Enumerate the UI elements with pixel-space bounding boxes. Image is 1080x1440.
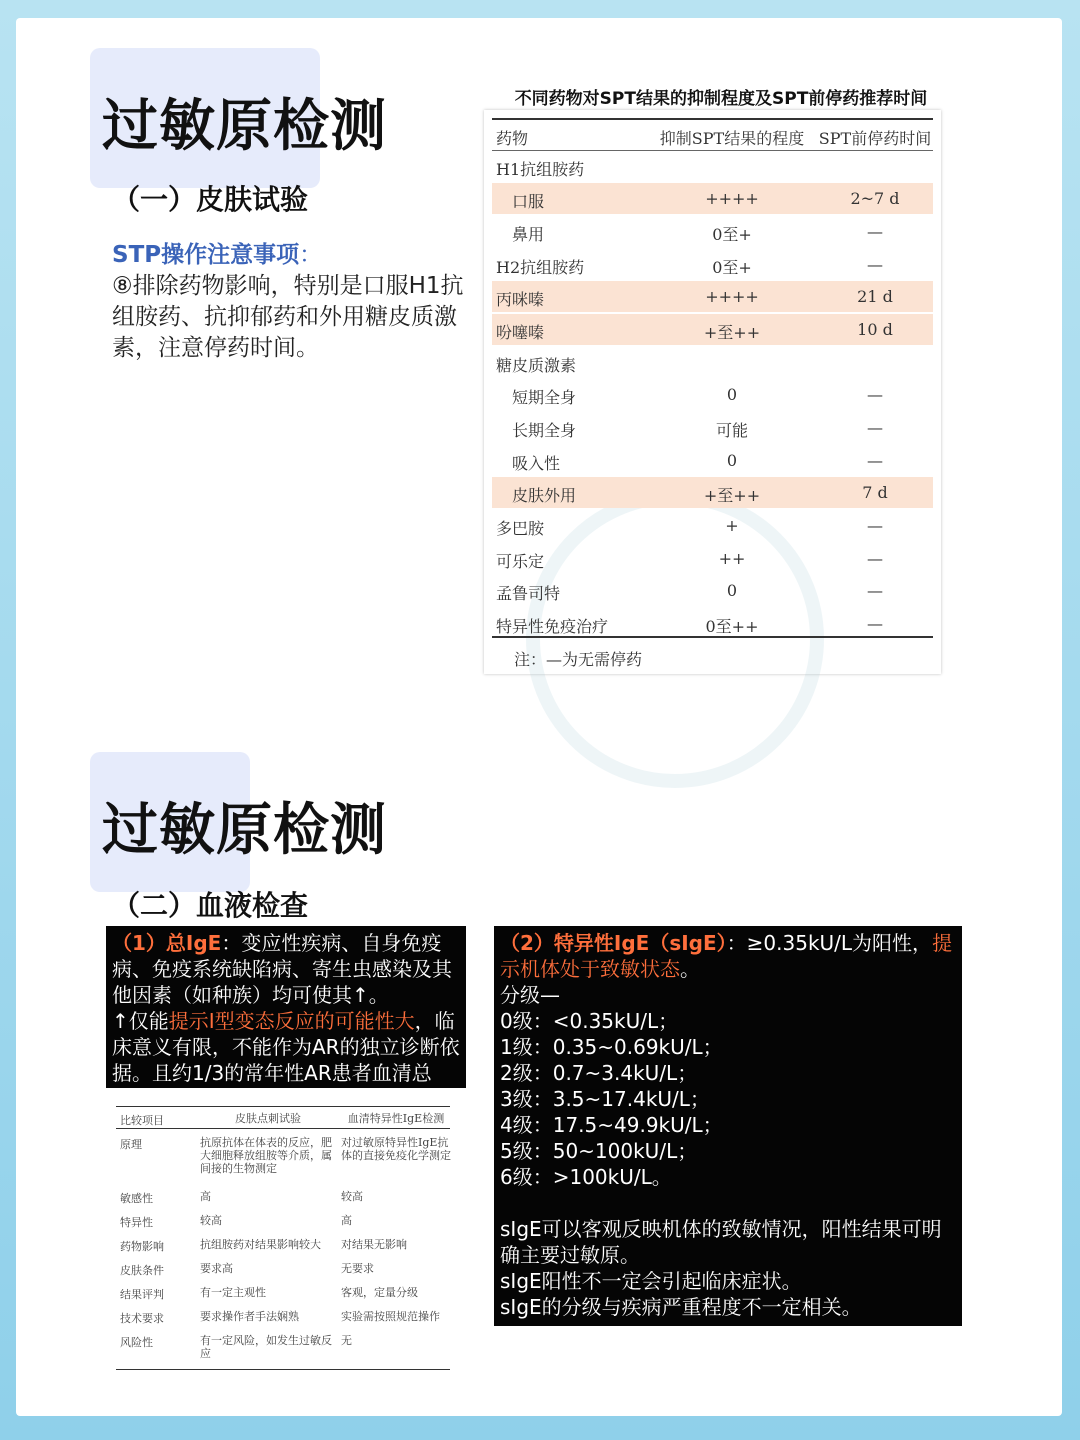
grade-5: 5级：50~100kU/L； xyxy=(500,1139,698,1163)
grade-0: 0级：<0.35kU/L； xyxy=(500,1009,679,1033)
cmp-ige: 较高 xyxy=(341,1190,363,1203)
table-row xyxy=(492,249,933,280)
cmp-ige: 实验需按照规范操作 xyxy=(341,1310,440,1323)
table-row xyxy=(492,477,933,508)
sige-intro xyxy=(500,930,956,982)
cmp-spt: 较高 xyxy=(200,1214,222,1227)
spt-table xyxy=(484,110,941,674)
cell-time: — xyxy=(867,222,883,241)
cell-degree: ++++ xyxy=(705,287,759,306)
cell-time: — xyxy=(867,614,883,633)
grading-title: 分级— xyxy=(500,983,560,1007)
cell-degree: 0至+ xyxy=(712,225,752,244)
cmp-bottom-rule xyxy=(116,1369,450,1370)
cell-degree: + xyxy=(725,516,739,535)
cmp-spt: 有一定主观性 xyxy=(200,1286,266,1299)
sige-highlight: 提示机体处于致敏状态 xyxy=(500,931,953,981)
cell-drug: H1抗组胺药 xyxy=(496,160,585,179)
cell-time: 7 d xyxy=(862,483,888,502)
spt-table-header xyxy=(492,118,933,151)
cmp-item: 药物影响 xyxy=(120,1240,164,1253)
cmp-ige: 对过敏原特异性IgE抗体的直接免疫化学测定 xyxy=(341,1136,451,1162)
cmp-ige: 无要求 xyxy=(341,1262,374,1275)
header-drug: 药物 xyxy=(496,129,529,148)
cmp-mid-rule xyxy=(116,1128,450,1129)
cell-drug: 长期全身 xyxy=(512,421,577,440)
cmp-header-item: 比较项目 xyxy=(120,1114,164,1127)
table-row xyxy=(492,608,933,639)
cell-time: — xyxy=(867,549,883,568)
stp-notes xyxy=(112,240,472,364)
cmp-spt: 抗组胺药对结果影响较大 xyxy=(200,1238,321,1251)
header-degree: 抑制SPT结果的程度 xyxy=(659,129,805,148)
stp-notes-colon: ： xyxy=(299,242,323,268)
table-row xyxy=(492,281,933,312)
cell-degree: 可能 xyxy=(715,421,748,440)
cell-drug: 丙咪嗪 xyxy=(496,290,545,309)
cell-drug: 糖皮质激素 xyxy=(496,356,577,375)
spt-table-caption: 不同药物对SPT结果的抑制程度及SPT前停药推荐时间 xyxy=(514,89,928,109)
cmp-item: 风险性 xyxy=(120,1336,153,1349)
table-row xyxy=(492,543,933,574)
cmp-spt: 要求高 xyxy=(200,1262,233,1275)
table-row xyxy=(492,510,933,541)
cell-time: — xyxy=(867,385,883,404)
sige-note-2: sIgE阳性不一定会引起临床症状。 xyxy=(500,1269,802,1293)
cell-drug: 吩噻嗪 xyxy=(496,323,545,342)
cell-time: 2~7 d xyxy=(850,189,900,208)
header-time: SPT前停药时间 xyxy=(818,129,932,148)
total-ige-label: （1）总IgE xyxy=(112,931,222,955)
sige-note-3: sIgE的分级与疾病严重程度不一定相关。 xyxy=(500,1295,862,1319)
stp-notes-heading: STP操作注意事项 xyxy=(112,242,300,268)
sige-label: （2）特异性IgE（sIgE） xyxy=(500,931,727,955)
cell-time: — xyxy=(867,516,883,535)
cmp-item: 皮肤条件 xyxy=(120,1264,164,1277)
grade-3: 3级：3.5~17.4kU/L； xyxy=(500,1087,710,1111)
cell-drug: 多巴胺 xyxy=(496,519,545,538)
section2-subtitle: （二）血液检查 xyxy=(112,889,309,922)
sige-note-1: sIgE可以客观反映机体的致敏情况，阳性结果可明确主要过敏原。 xyxy=(500,1217,942,1267)
cmp-spt: 有一定风险，如发生过敏反应 xyxy=(200,1334,332,1360)
cell-drug: 可乐定 xyxy=(496,552,545,571)
section2-title: 过敏原检测 xyxy=(102,798,387,863)
cell-drug: 皮肤外用 xyxy=(512,486,577,505)
cmp-ige: 客观，定量分级 xyxy=(341,1286,418,1299)
cmp-item: 原理 xyxy=(120,1138,142,1151)
cell-time: 21 d xyxy=(857,287,893,306)
cmp-spt: 要求操作者手法娴熟 xyxy=(200,1310,299,1323)
page xyxy=(16,18,1062,1416)
cell-drug: 特异性免疫治疗 xyxy=(496,617,609,636)
sige-box xyxy=(494,926,962,1326)
cell-degree: 0 xyxy=(726,581,738,600)
cell-time: — xyxy=(867,451,883,470)
cell-degree: ++++ xyxy=(705,189,759,208)
cmp-ige: 对结果无影响 xyxy=(341,1238,407,1251)
spacer xyxy=(500,1190,956,1216)
total-ige-box xyxy=(106,926,466,1111)
table-row xyxy=(492,575,933,606)
cmp-ige: 高 xyxy=(341,1214,352,1227)
grade-4: 4级：17.5~49.9kU/L； xyxy=(500,1113,723,1137)
total-ige-text-1: ：变应性疾病、自身免疫病、免疫系统缺陷病、寄生虫感染及其他因素（如种族）均可使其↑。 xyxy=(112,931,452,1007)
cmp-item: 特异性 xyxy=(120,1216,153,1229)
cell-time: — xyxy=(867,255,883,274)
cmp-top-rule xyxy=(116,1106,450,1107)
cmp-item: 技术要求 xyxy=(120,1312,164,1325)
cell-drug: 吸入性 xyxy=(512,454,561,473)
cell-degree: +至++ xyxy=(703,486,761,505)
table-row xyxy=(492,314,933,345)
table-row xyxy=(492,216,933,247)
cell-degree: 0 xyxy=(726,451,738,470)
cmp-header-spt: 皮肤点刺试验 xyxy=(235,1112,301,1125)
table-row xyxy=(492,151,933,182)
spt-table-note: 注：—为无需停药 xyxy=(514,650,643,669)
cell-drug: 口服 xyxy=(512,192,545,211)
table-bottom-rule xyxy=(492,636,933,638)
total-ige-text-2a: ↑仅能 xyxy=(112,1009,169,1033)
table-row xyxy=(492,183,933,214)
cell-degree: ++ xyxy=(718,549,746,568)
sige-intro-text: ：≥0.35kU/L为阳性， xyxy=(726,931,933,955)
grade-2: 2级：0.7~3.4kU/L； xyxy=(500,1061,698,1085)
total-ige-text-2b: ，临床意义有限，不能作为AR的独立诊断依据。且约1/3的常年性AR患者血清总IgE在正常范围。 xyxy=(112,1009,460,1111)
cell-degree: 0至+ xyxy=(712,258,752,277)
cell-time: — xyxy=(867,581,883,600)
table-row xyxy=(492,347,933,378)
table-row xyxy=(492,379,933,410)
total-ige-highlight: 提示Ⅰ型变态反应的可能性大 xyxy=(168,1009,415,1033)
cell-degree: +至++ xyxy=(703,323,761,342)
sige-period: 。 xyxy=(680,957,700,981)
cmp-ige: 无 xyxy=(341,1334,352,1347)
stp-notes-text: ⑧排除药物影响，特别是口服H1抗组胺药、抗抑郁药和外用糖皮质激素，注意停药时间。 xyxy=(112,273,464,361)
section1-subtitle: （一）皮肤试验 xyxy=(112,183,309,216)
total-ige-para-2 xyxy=(112,1008,460,1112)
table-row xyxy=(492,412,933,443)
cell-degree: 0至++ xyxy=(705,617,759,636)
cell-drug: 孟鲁司特 xyxy=(496,584,561,603)
cell-drug: H2抗组胺药 xyxy=(496,258,585,277)
grade-6: 6级：>100kU/L。 xyxy=(500,1165,672,1189)
grade-1: 1级：0.35~0.69kU/L； xyxy=(500,1035,723,1059)
cmp-item: 结果评判 xyxy=(120,1288,164,1301)
cmp-spt: 高 xyxy=(200,1190,211,1203)
table-row xyxy=(492,445,933,476)
cell-time: — xyxy=(867,418,883,437)
cell-drug: 鼻用 xyxy=(512,225,545,244)
cmp-item: 敏感性 xyxy=(120,1192,153,1205)
cell-drug: 短期全身 xyxy=(512,388,577,407)
total-ige-para-1 xyxy=(112,930,460,1008)
cell-degree: 0 xyxy=(726,385,738,404)
cell-time: 10 d xyxy=(857,320,893,339)
cmp-spt: 抗原抗体在体表的反应，肥大细胞释放组胺等介质，属间接的生物测定 xyxy=(200,1136,332,1175)
cmp-header-ige: 血清特异性IgE检测 xyxy=(347,1112,445,1125)
section1-title: 过敏原检测 xyxy=(102,94,387,159)
